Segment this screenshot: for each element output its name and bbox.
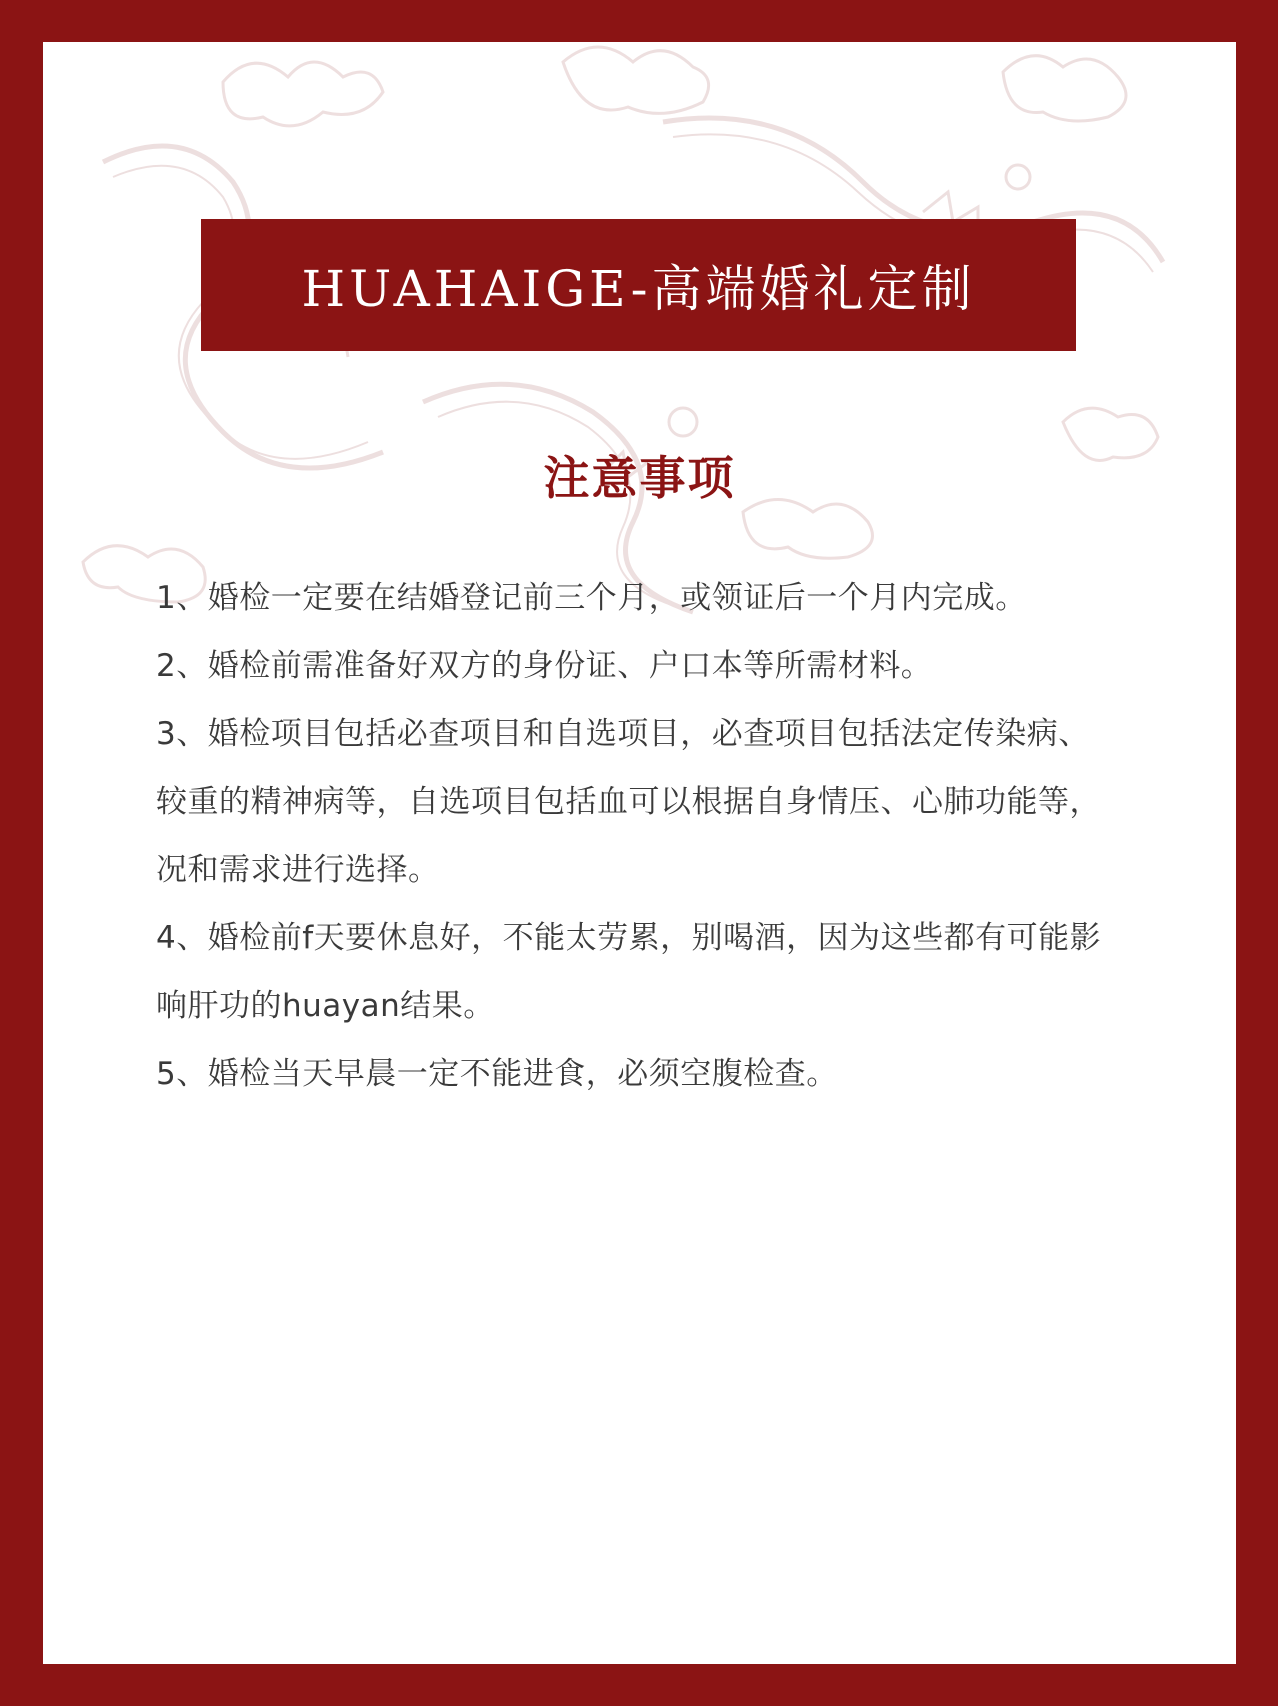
note-item: 2、婚检前需准备好双方的身份证、户口本等所需材料。 xyxy=(156,648,933,684)
note-item: 4、婚检前f天要休息好，不能太劳累，别喝酒，因为这些都有可能影响肝功的huayan结果。 xyxy=(156,920,1102,1024)
note-item: 3、婚检项目包括必查项目和自选项目，必查项目包括法定传染病、较重的精神病等，自选项目包括血可以根据自身情压、心肺功能等，况和需求进行选择。 xyxy=(156,716,1101,888)
content-card xyxy=(43,42,1236,1664)
note-item: 1、婚检一定要在结婚登记前三个月，或领证后一个月内完成。 xyxy=(156,580,1027,616)
banner-title: HUAHAIGE-高端婚礼定制 xyxy=(301,260,976,318)
note-item: 5、婚检当天早晨一定不能进食，必须空腹检查。 xyxy=(156,1056,838,1092)
section-title: 注意事项 xyxy=(543,451,736,505)
brand-banner xyxy=(201,219,1076,351)
notes-list xyxy=(156,564,1111,1108)
